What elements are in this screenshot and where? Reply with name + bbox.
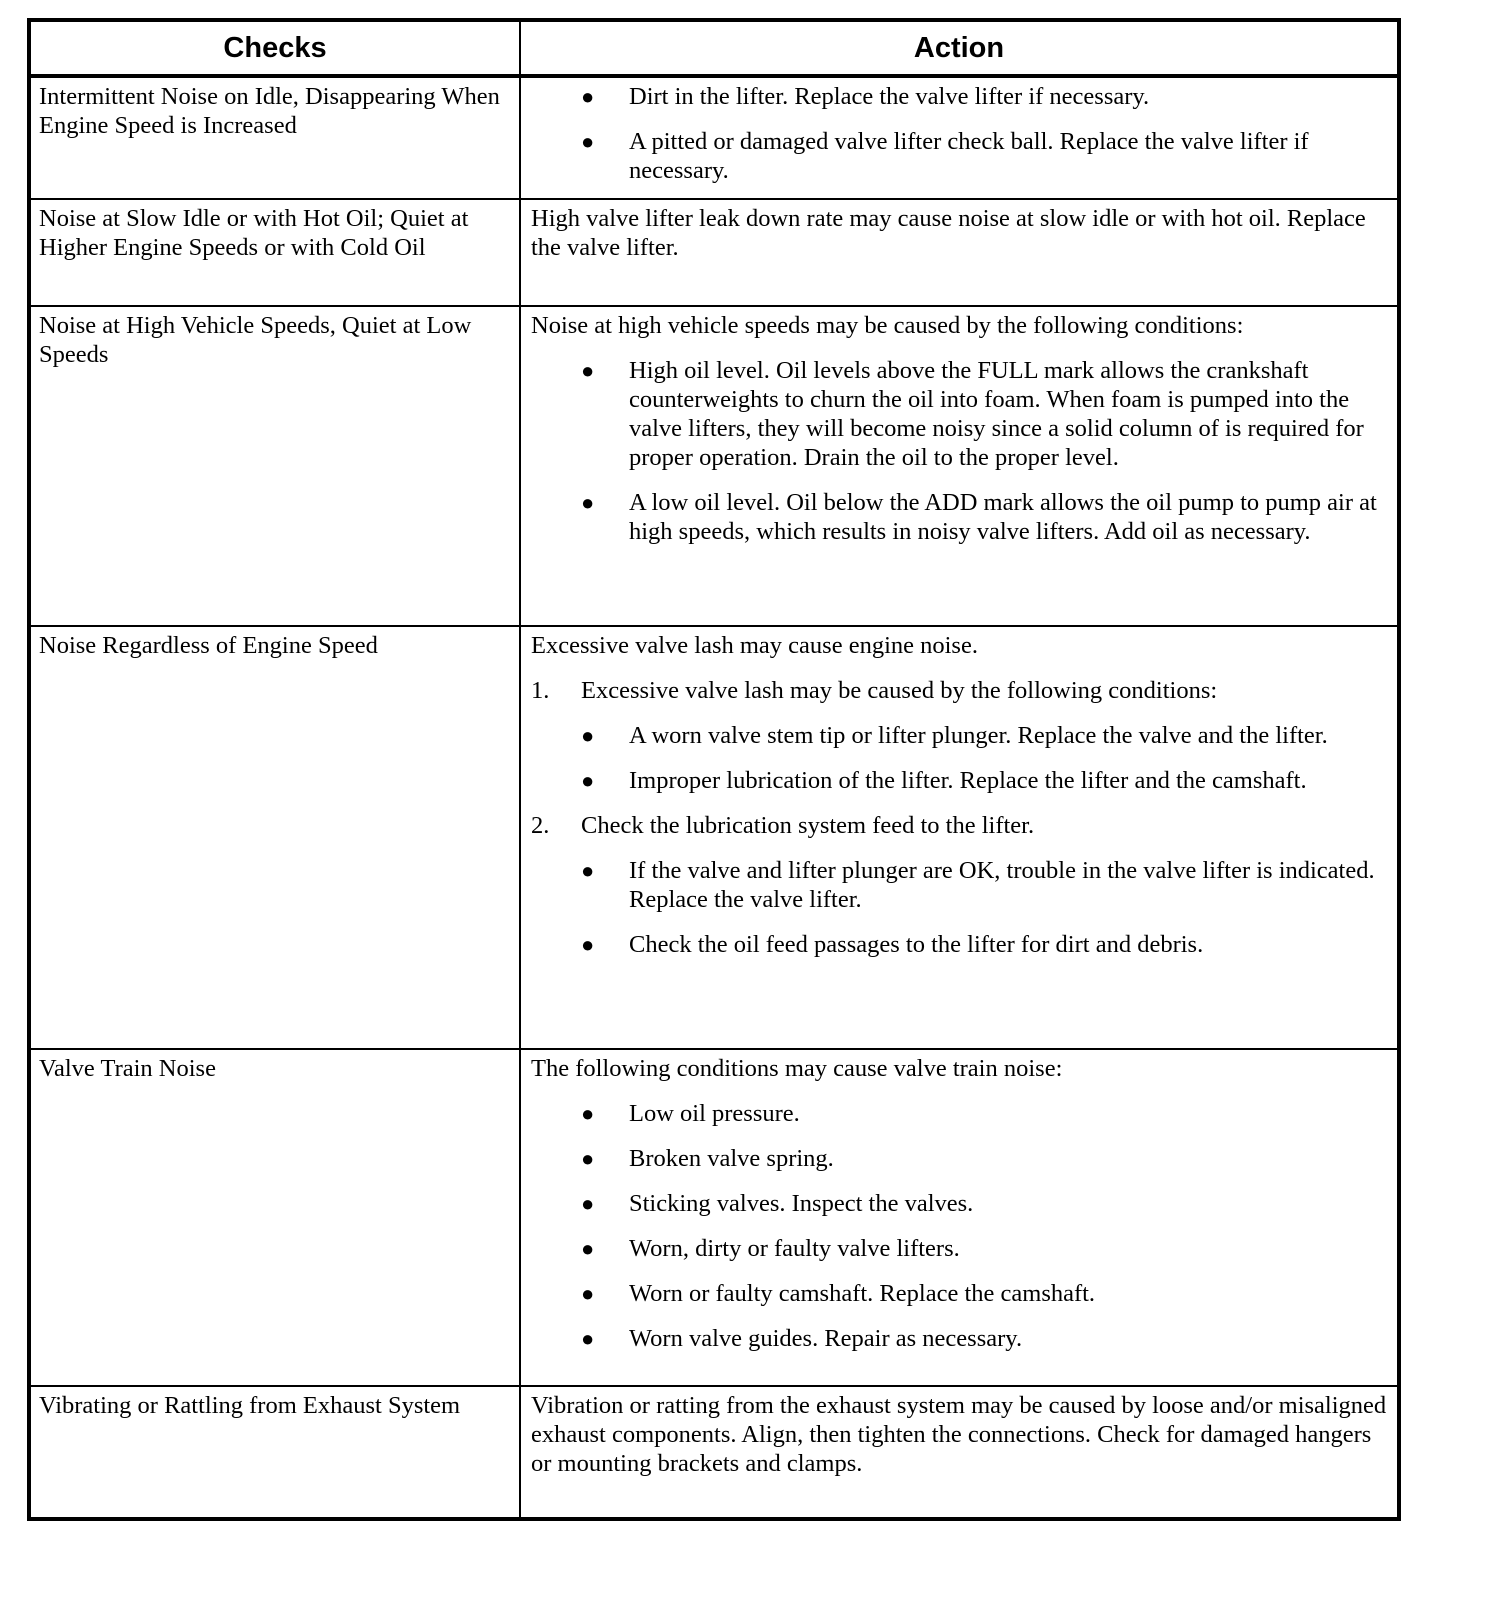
bullet-item	[531, 856, 1387, 914]
step-number: 1.	[531, 677, 550, 704]
numbered-step	[531, 676, 1387, 705]
bullet-text: Dirt in the lifter. Replace the valve lifter if necessary.	[629, 83, 1150, 110]
bullet-icon: ●	[581, 723, 595, 748]
action-cell	[520, 1386, 1399, 1519]
action-paragraph: Excessive valve lash may cause engine noise.	[531, 632, 978, 659]
bullet-text: If the valve and lifter plunger are OK, trouble in the valve lifter is indicated. Replace the valve lifter.	[629, 857, 1375, 913]
check-cell: Noise at High Vehicle Speeds, Quiet at Low Speeds	[29, 306, 520, 626]
numbered-step	[531, 811, 1387, 840]
action-cell	[520, 1049, 1399, 1386]
bullet-item	[531, 1189, 1387, 1218]
check-cell: Vibrating or Rattling from Exhaust System	[29, 1386, 520, 1519]
action-cell	[520, 199, 1399, 306]
bullet-text: A pitted or damaged valve lifter check ball. Replace the valve lifter if necessary.	[629, 128, 1309, 184]
bullet-icon: ●	[581, 129, 595, 154]
bullet-item	[531, 930, 1387, 959]
action-cell	[520, 306, 1399, 626]
bullet-icon: ●	[581, 1146, 595, 1171]
bullet-text: Low oil pressure.	[629, 1100, 800, 1127]
bullet-icon: ●	[581, 1101, 595, 1126]
bullet-text: Worn, dirty or faulty valve lifters.	[629, 1235, 960, 1262]
action-header: Action	[520, 20, 1399, 76]
checks-header: Checks	[29, 20, 520, 76]
bullet-text: Check the oil feed passages to the lifter for dirt and debris.	[629, 931, 1204, 958]
step-text: Excessive valve lash may be caused by the following conditions:	[581, 677, 1218, 704]
bullet-icon: ●	[581, 358, 595, 383]
action-paragraph: High valve lifter leak down rate may cause noise at slow idle or with hot oil. Replace the valve lifter.	[531, 205, 1366, 261]
bullet-text: A low oil level. Oil below the ADD mark allows the oil pump to pump air at high speeds, which results in noisy valve lifters. Add oil as necessary.	[629, 489, 1377, 545]
bullet-icon: ●	[581, 768, 595, 793]
check-cell: Noise Regardless of Engine Speed	[29, 626, 520, 1049]
table-row	[29, 1386, 1399, 1519]
bullet-text: Worn valve guides. Repair as necessary.	[629, 1325, 1023, 1352]
header-row	[29, 20, 1399, 76]
diagnosis-table	[27, 18, 1401, 1521]
bullet-text: Worn or faulty camshaft. Replace the camshaft.	[629, 1280, 1096, 1307]
bullet-text: Improper lubrication of the lifter. Replace the lifter and the camshaft.	[629, 767, 1307, 794]
check-cell: Noise at Slow Idle or with Hot Oil; Quiet at Higher Engine Speeds or with Cold Oil	[29, 199, 520, 306]
step-number: 2.	[531, 812, 550, 839]
bullet-item	[531, 1279, 1387, 1308]
action-paragraph: Vibration or ratting from the exhaust system may be caused by loose and/or misaligned exhaust components. Align, then tighten the connections. Check for damaged hangers or mounting brackets and clamps.	[531, 1392, 1387, 1477]
bullet-item	[531, 356, 1387, 472]
table-row	[29, 306, 1399, 626]
action-cell	[520, 76, 1399, 199]
bullet-icon: ●	[581, 858, 595, 883]
bullet-item	[531, 1234, 1387, 1263]
table-row	[29, 76, 1399, 199]
bullet-icon: ●	[581, 84, 595, 109]
bullet-icon: ●	[581, 1281, 595, 1306]
bullet-item	[531, 1144, 1387, 1173]
table-row	[29, 199, 1399, 306]
check-cell: Valve Train Noise	[29, 1049, 520, 1386]
check-cell: Intermittent Noise on Idle, Disappearing When Engine Speed is Increased	[29, 76, 520, 199]
bullet-item	[531, 488, 1387, 546]
bullet-item	[531, 1324, 1387, 1353]
bullet-text: A worn valve stem tip or lifter plunger. Replace the valve and the lifter.	[629, 722, 1328, 749]
bullet-text: High oil level. Oil levels above the FULL mark allows the crankshaft counterweights to churn the oil into foam. When foam is pumped into the valve lifters, they will become noisy since a solid column of is required for proper operation. Drain the oil to the proper level.	[629, 357, 1364, 471]
bullet-icon: ●	[581, 1326, 595, 1351]
table-row	[29, 626, 1399, 1049]
action-paragraph: The following conditions may cause valve train noise:	[531, 1055, 1063, 1082]
action-paragraph: Noise at high vehicle speeds may be caused by the following conditions:	[531, 312, 1244, 339]
bullet-text: Broken valve spring.	[629, 1145, 834, 1172]
step-text: Check the lubrication system feed to the lifter.	[581, 812, 1035, 839]
bullet-item	[531, 721, 1387, 750]
bullet-item	[531, 82, 1387, 111]
bullet-item	[531, 766, 1387, 795]
bullet-icon: ●	[581, 932, 595, 957]
bullet-text: Sticking valves. Inspect the valves.	[629, 1190, 974, 1217]
bullet-item	[531, 1099, 1387, 1128]
bullet-icon: ●	[581, 1191, 595, 1216]
table-row	[29, 1049, 1399, 1386]
action-cell	[520, 626, 1399, 1049]
bullet-icon: ●	[581, 1236, 595, 1261]
bullet-item	[531, 127, 1387, 185]
bullet-icon: ●	[581, 490, 595, 515]
